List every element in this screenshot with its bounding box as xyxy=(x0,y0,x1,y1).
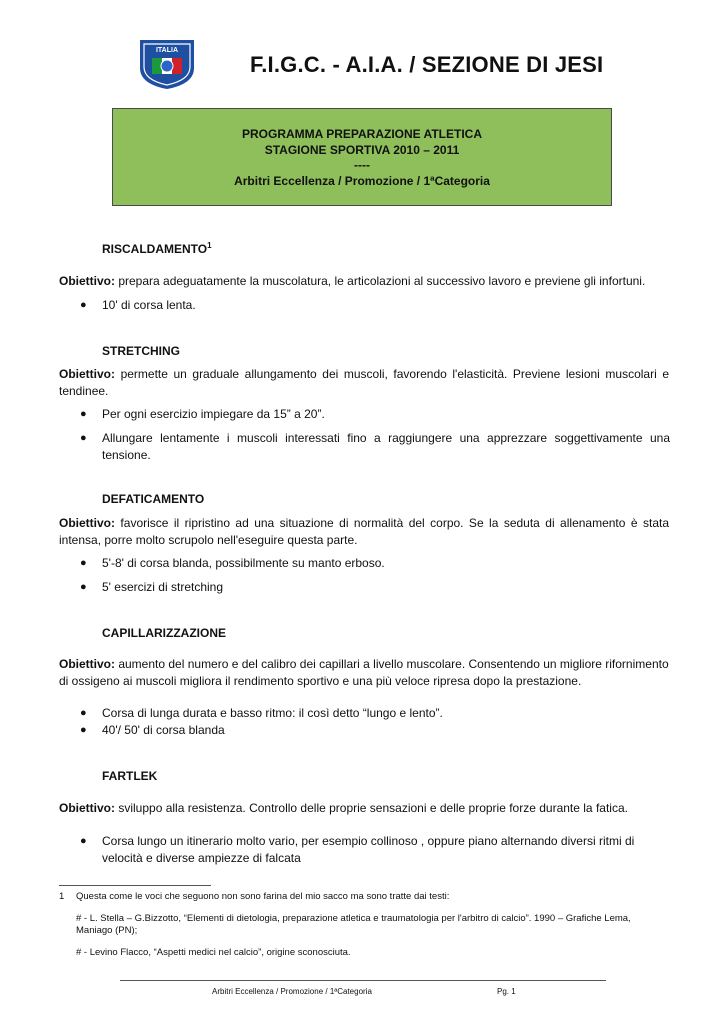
bullet-icon: ● xyxy=(80,581,87,593)
list-item xyxy=(80,406,670,423)
banner-line-separator: ---- xyxy=(354,158,370,172)
objective-capillarizzazione xyxy=(59,656,669,690)
footer-divider xyxy=(120,980,606,981)
objective-riscaldamento xyxy=(59,273,669,290)
list-item xyxy=(80,579,670,596)
list-item-text: Corsa di lunga durata e basso ritmo: il così detto “lungo e lento”. xyxy=(102,706,443,720)
objective-label: Obiettivo: xyxy=(59,657,115,671)
list-item-text: 5'-8' di corsa blanda, possibilmente su manto erboso. xyxy=(102,556,385,570)
footnote-ref: 1 xyxy=(207,241,212,250)
list-item-text: 10' di corsa lenta. xyxy=(102,298,196,312)
section-title-stretching: STRETCHING xyxy=(102,344,180,358)
objective-text: prepara adeguatamente la muscolatura, le articolazioni al successivo lavoro e previene gli infortuni. xyxy=(115,274,646,288)
list-item xyxy=(80,297,670,314)
objective-fartlek xyxy=(59,800,669,817)
objective-text: permette un graduale allungamento dei muscoli, favorendo l'elasticità. Previene lesioni muscolari e tendinee. xyxy=(59,367,669,398)
page-title: F.I.G.C. - A.I.A. / SEZIONE DI JESI xyxy=(250,52,604,77)
footnote-number: 1 xyxy=(59,891,65,902)
objective-label: Obiettivo: xyxy=(59,516,115,530)
list-item xyxy=(80,705,670,722)
list-item-text: 40'/ 50' di corsa blanda xyxy=(102,723,225,737)
list-item xyxy=(80,833,670,867)
figc-logo-icon xyxy=(136,38,198,90)
objective-label: Obiettivo: xyxy=(59,274,115,288)
list-item xyxy=(80,722,670,739)
objective-stretching xyxy=(59,366,669,400)
footnote-reference: # - Levino Flacco, “Aspetti medici nel calcio”, origine sconosciuta. xyxy=(76,947,351,958)
objective-defaticamento xyxy=(59,515,669,549)
bullet-icon: ● xyxy=(80,432,87,444)
footer-category: Arbitri Eccellenza / Promozione / 1ªCategoria xyxy=(212,987,372,996)
bullet-icon: ● xyxy=(80,707,87,719)
objective-label: Obiettivo: xyxy=(59,367,115,381)
objective-text: favorisce il ripristino ad una situazione di normalità del corpo. Se la seduta di allenamento è stata intensa, porre molto scrupolo nell'eseguire questa parte. xyxy=(59,516,669,547)
list-item-text: Per ogni esercizio impiegare da 15” a 20”. xyxy=(102,407,325,421)
section-title-defaticamento: DEFATICAMENTO xyxy=(102,492,205,506)
objective-text: aumento del numero e del calibro dei capillari a livello muscolare. Consentendo un migliore rifornimento di ossigeno ai muscoli migliora il rendimento sportivo e una più veloce ripresa dopo la prestazione. xyxy=(59,657,669,688)
section-title-text: RISCALDAMENTO xyxy=(102,242,208,256)
banner-line-program: PROGRAMMA PREPARAZIONE ATLETICA xyxy=(242,127,482,141)
section-title-fartlek: FARTLEK xyxy=(102,769,158,783)
footnote-intro: Questa come le voci che seguono non sono farina del mio sacco ma sono tratte dai testi: xyxy=(76,891,450,902)
section-title-riscaldamento xyxy=(102,241,212,256)
bullet-icon: ● xyxy=(80,557,87,569)
footnote-reference: # - L. Stella – G.Bizzotto, “Elementi di dietologia, preparazione atletica e traumatologia per l'arbitro di calcio”. 1990 – Grafiche Lema, Maniago (PN); xyxy=(76,913,631,936)
list-item-text: 5' esercizi di stretching xyxy=(102,580,224,594)
footnote-divider xyxy=(59,885,211,886)
bullet-icon: ● xyxy=(80,724,87,736)
objective-label: Obiettivo: xyxy=(59,801,115,815)
list-item-text: Allungare lentamente i muscoli interessati fino a raggiungere una apprezzare soggettivamente una tensione. xyxy=(102,431,670,462)
bullet-icon: ● xyxy=(80,299,87,311)
page-number: Pg. 1 xyxy=(497,987,516,996)
bullet-icon: ● xyxy=(80,408,87,420)
objective-text: sviluppo alla resistenza. Controllo delle proprie sensazioni e delle proprie forze durante la fatica. xyxy=(115,801,628,815)
logo-text: ITALIA xyxy=(155,47,179,54)
section-title-capillarizzazione: CAPILLARIZZAZIONE xyxy=(102,626,226,640)
list-item xyxy=(80,430,670,464)
list-item-text: Corsa lungo un itinerario molto vario, per esempio collinoso , oppure piano alternando diversi ritmi di velocità e diverse ampiezze di falcata xyxy=(102,834,635,865)
bullet-icon: ● xyxy=(80,835,87,847)
program-banner xyxy=(112,108,612,206)
banner-line-category: Arbitri Eccellenza / Promozione / 1ªCategoria xyxy=(234,173,490,188)
list-item xyxy=(80,555,670,572)
banner-line-season: STAGIONE SPORTIVA 2010 – 2011 xyxy=(264,142,460,157)
